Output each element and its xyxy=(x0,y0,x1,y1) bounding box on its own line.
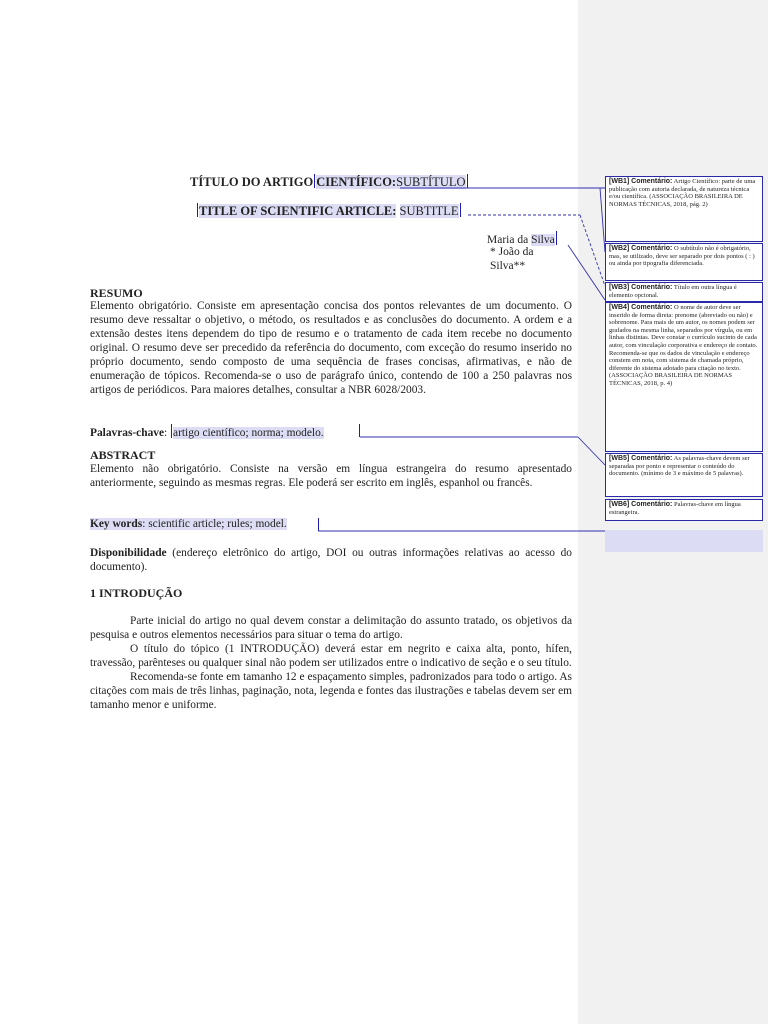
comment-wb3-label: [WB3] Comentário: xyxy=(609,284,673,291)
comment-wb4-label: [WB4] Comentário: xyxy=(609,304,673,311)
title-en-subtitle: SUBTITLE xyxy=(399,204,459,218)
title-pt-subtitle: SUBTÍTULO xyxy=(396,175,466,189)
disponibilidade xyxy=(90,546,572,574)
comment-wb5-label: [WB5] Comentário: xyxy=(609,455,673,462)
resumo-heading: RESUMO xyxy=(90,286,143,300)
comment-wb4-text: O nome de autor deve ser inserido de forma direta: prenome (abreviado ou não) e sobrenome. Para mais de um autor, os nomes podem ser grafados na mesma linha, separados por vírgula, ou em linhas distintas. Deve constar o currículo sucinto de cada autor, com vinculação corporativa e endereço de contato. Recomenda-se que os dados de vinculação e endereço constem em nota, com sistema de chamada próprio, diferente do sistema adotado para citação no texto. (ASSOCIAÇÃO BRASILEIRA DE NORMAS TÉCNICAS, 2018, p. 4) xyxy=(609,304,758,387)
comment-anchor-wb2[interactable] xyxy=(467,174,468,188)
intro-heading: 1 INTRODUÇÃO xyxy=(90,586,183,600)
author-2 xyxy=(490,245,533,273)
intro-paragraph-3: Recomenda-se fonte em tamanho 12 e espaçamento simples, padronizados para todo o artigo. As citações com mais de três linhas, paginação, nota, legenda e fontes das ilustrações e tabelas devem ser em tamanho menor e uniforme. xyxy=(90,671,572,711)
author-1-first: Maria da xyxy=(487,234,529,246)
keywords-values: scientific article; rules; model. xyxy=(148,518,287,530)
comment-wb3-text: Título em outra língua é elemento opcional. xyxy=(609,284,737,299)
comment-wb1-label: [WB1] Comentário: xyxy=(609,178,673,185)
comment-wb2[interactable] xyxy=(605,243,763,281)
comment-wb1[interactable] xyxy=(605,176,763,242)
intro-paragraph-1: Parte inicial do artigo no qual devem constar a delimitação do assunto tratado, os objetivos da pesquisa e outros elementos necessários para situar o tema do artigo. xyxy=(90,615,572,641)
comment-wb5-text: As palavras-chave devem ser separadas por ponto e representar o conteúdo do documento. (mínimo de 3 e máximo de 5 palavras). xyxy=(609,455,750,478)
comment-wb6-label: [WB6] Comentário: xyxy=(609,501,673,508)
comment-anchor-wb5[interactable] xyxy=(171,424,172,438)
comment-wb5[interactable] xyxy=(605,453,763,497)
intro-body xyxy=(90,614,572,712)
comment-placeholder[interactable] xyxy=(605,530,763,552)
comment-wb2-label: [WB2] Comentário: xyxy=(609,245,673,252)
palavras-chave-label: Palavras-chave xyxy=(90,427,165,439)
keywords-label: Key words xyxy=(90,518,143,530)
disponibilidade-text: (endereço eletrônico do artigo, DOI ou outras informações relativas ao acesso do documento). xyxy=(90,547,572,573)
title-en xyxy=(196,203,462,219)
title-pt xyxy=(190,174,469,190)
intro-paragraph-2: O título do tópico (1 INTRODUÇÃO) deverá estar em negrito e caixa alta, ponto, hífen, travessão, parênteses ou qualquer sinal não podem ser utilizados entre o indicativo de seção e o seu título. xyxy=(90,643,572,669)
abstract-heading: ABSTRACT xyxy=(90,448,156,462)
comment-wb6[interactable] xyxy=(605,499,763,521)
comment-anchor-wb6-end[interactable] xyxy=(318,518,319,531)
comment-wb6-text: Palavras-chave em língua estrangeira. xyxy=(609,501,741,516)
title-pt-prefix: TÍTULO DO ARTIGO xyxy=(190,175,314,189)
comment-anchor-wb5-end[interactable] xyxy=(359,424,360,437)
author-1-last: Silva xyxy=(531,234,555,246)
disponibilidade-label: Disponibilidade xyxy=(90,547,167,559)
title-pt-bold: CIENTÍFICO: xyxy=(316,175,397,189)
palavras-chave-values: artigo científico; norma; modelo. xyxy=(173,427,324,439)
author-1 xyxy=(487,231,558,246)
comment-anchor-wb3[interactable] xyxy=(197,203,198,217)
comment-anchor-wb4[interactable] xyxy=(556,231,557,245)
keywords: Key words: scientific article; rules; model. xyxy=(90,518,287,530)
comment-wb4[interactable] xyxy=(605,302,763,452)
resumo-text: Elemento obrigatório. Consiste em apresentação concisa dos pontos relevantes de um documento. O resumo deve ressaltar o objetivo, o método, os resultados e as conclusões do documento. A ordem e a extensão destes itens dependem do tipo de resumo e o tratamento de cada item recebe no documento original. O resumo deve ser precedido da referência do documento, com exceção do resumo inserido no próprio documento, sendo composto de uma sequência de frases concisas, afirmativas, e não de enumeração de tópicos. Recomenda-se o uso de parágrafo único, contendo de 100 a 250 palavras nos artigos de periódicos. Para maiores detalhes, consultar a NBR 6028/2003. xyxy=(90,300,572,396)
palavras-chave: Palavras-chave: artigo científico; norma; modelo. xyxy=(90,424,324,439)
comment-wb1-text: Artigo Científico: parte de uma publicação com autoria declarada, de natureza técnica e/ou científica. (ASSOCIAÇÃO BRASILEIRA DE NORMAS TÉCNICAS, 2018, pág. 2) xyxy=(609,178,756,208)
author-2-line2: Silva** xyxy=(490,260,526,272)
comment-wb2-text: O subtítulo não é obrigatório, mas, se utilizado, deve ser separado por dois pontos ( : ) ou ainda por tipografia diferenciada. xyxy=(609,245,755,268)
author-2-line1: * João da xyxy=(490,246,534,258)
comment-wb3[interactable] xyxy=(605,282,763,302)
comment-anchor-wb3-end[interactable] xyxy=(460,203,461,217)
title-en-bold: TITLE OF SCIENTIFIC ARTICLE: xyxy=(199,204,397,218)
abstract-text: Elemento não obrigatório. Consiste na versão em língua estrangeira do resumo apresentado anteriormente, seguindo as mesmas regras. Ele poderá ser escrito em inglês, espanhol ou francês. xyxy=(90,463,572,489)
